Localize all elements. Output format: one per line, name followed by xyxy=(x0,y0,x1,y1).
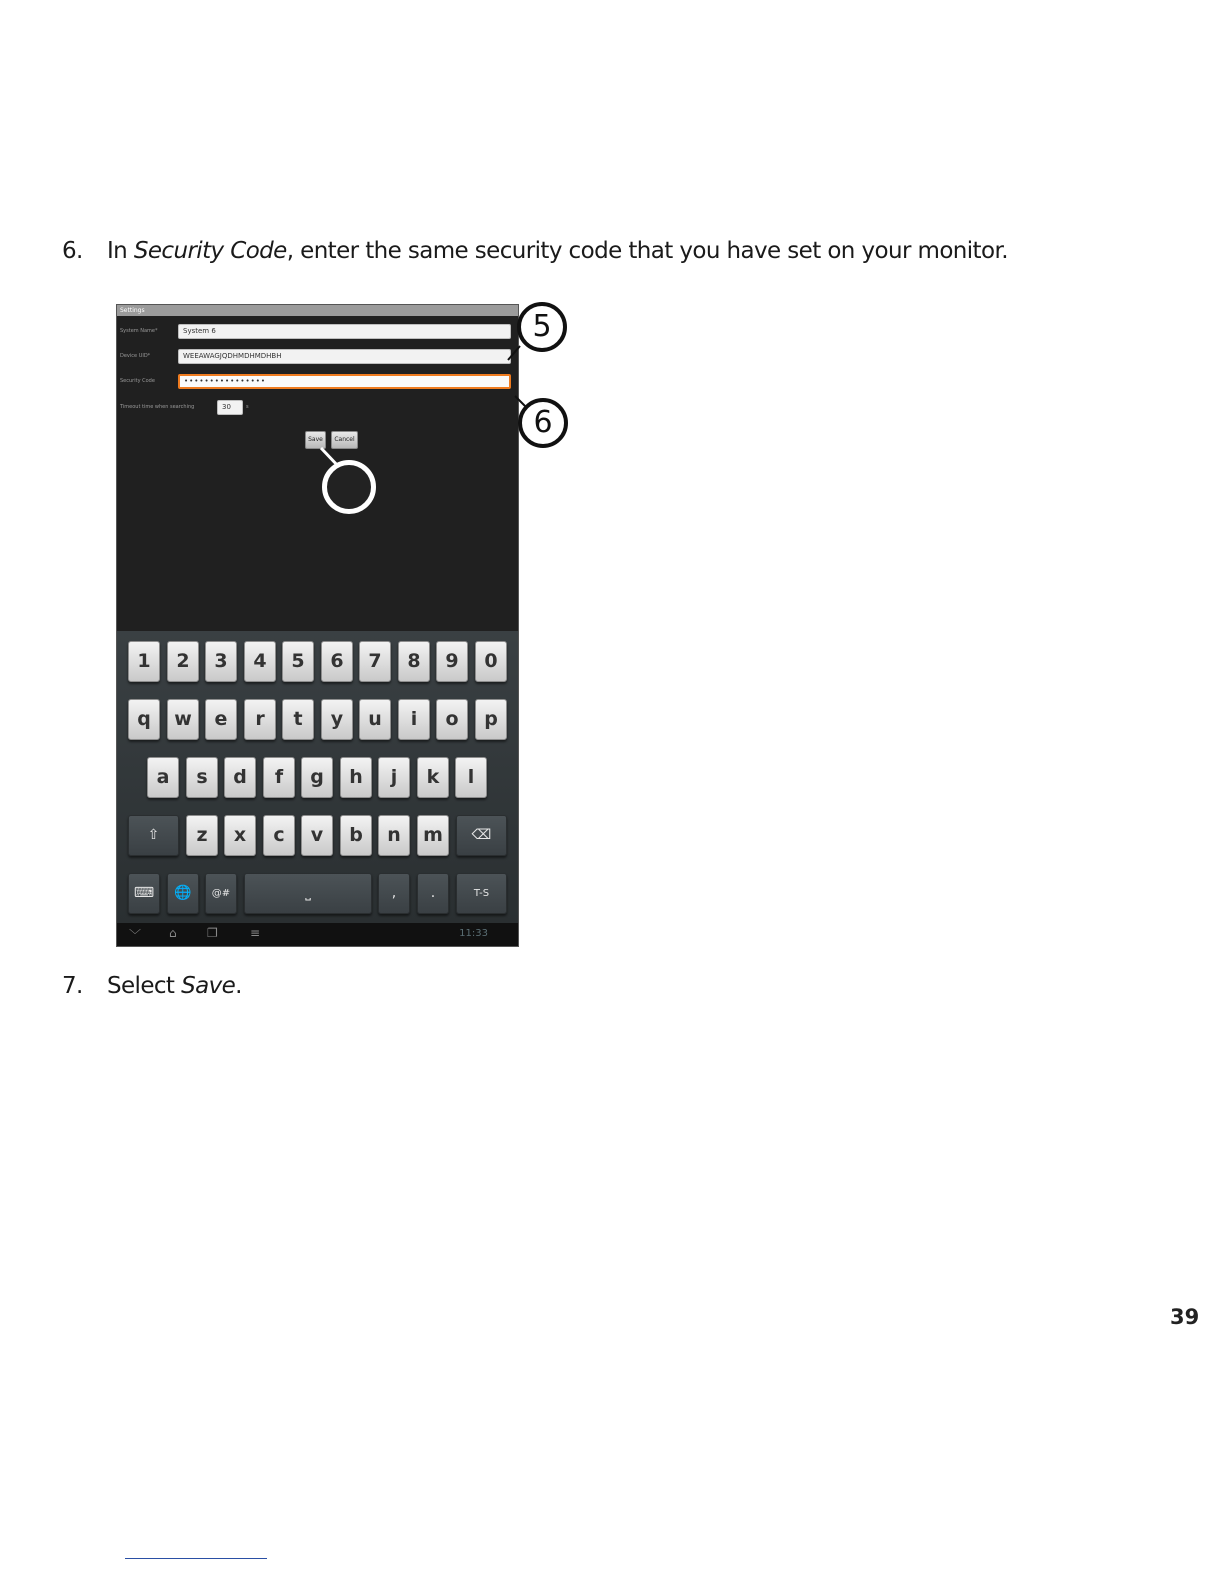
key-2[interactable]: 2 xyxy=(167,641,199,682)
device-uid-input[interactable]: WEEAWAGJQDHMDHMDHBH xyxy=(178,349,511,364)
period-key[interactable]: . xyxy=(417,873,449,914)
footer-rule xyxy=(125,1558,267,1559)
home-icon[interactable]: ⌂ xyxy=(169,926,177,940)
step-text-prefix: Select xyxy=(107,973,182,999)
key-i[interactable]: i xyxy=(398,699,430,740)
key-1[interactable]: 1 xyxy=(128,641,160,682)
key-d[interactable]: d xyxy=(224,757,256,798)
key-g[interactable]: g xyxy=(301,757,333,798)
key-c[interactable]: c xyxy=(263,815,295,856)
timeout-input[interactable]: 30 xyxy=(217,400,243,415)
key-0[interactable]: 0 xyxy=(475,641,507,682)
key-j[interactable]: j xyxy=(378,757,410,798)
key-s[interactable]: s xyxy=(186,757,218,798)
security-code-label: Security Code xyxy=(120,378,155,384)
on-screen-keyboard xyxy=(117,631,518,923)
key-t[interactable]: t xyxy=(282,699,314,740)
key-y[interactable]: y xyxy=(321,699,353,740)
key-6[interactable]: 6 xyxy=(321,641,353,682)
settings-title: Settings xyxy=(117,305,518,316)
key-a[interactable]: a xyxy=(147,757,179,798)
globe-icon[interactable]: 🌐 xyxy=(167,873,199,914)
system-navbar xyxy=(117,923,518,946)
step-text-emphasis: Security Code xyxy=(133,238,287,264)
key-z[interactable]: z xyxy=(186,815,218,856)
key-f[interactable]: f xyxy=(263,757,295,798)
key-r[interactable]: r xyxy=(244,699,276,740)
key-p[interactable]: p xyxy=(475,699,507,740)
step-text-suffix: . xyxy=(235,973,242,999)
step-text xyxy=(107,972,242,1000)
back-icon[interactable]: ﹀ xyxy=(129,928,142,942)
callout-connectors xyxy=(0,0,1224,600)
shift-key[interactable]: ⇧ xyxy=(128,815,179,856)
key-4[interactable]: 4 xyxy=(244,641,276,682)
key-o[interactable]: o xyxy=(436,699,468,740)
system-name-input[interactable]: System 6 xyxy=(178,324,511,339)
key-v[interactable]: v xyxy=(301,815,333,856)
status-clock: 11:33 xyxy=(459,928,488,939)
backspace-key[interactable]: ⌫ xyxy=(456,815,507,856)
key-q[interactable]: q xyxy=(128,699,160,740)
key-h[interactable]: h xyxy=(340,757,372,798)
step-number: 7. xyxy=(62,973,83,999)
step-text-prefix: In xyxy=(107,238,134,264)
key-w[interactable]: w xyxy=(167,699,199,740)
page-number: 39 xyxy=(1170,1305,1200,1329)
key-l[interactable]: l xyxy=(455,757,487,798)
key-x[interactable]: x xyxy=(224,815,256,856)
symbols-key[interactable]: @# xyxy=(205,873,237,914)
key-e[interactable]: e xyxy=(205,699,237,740)
language-key[interactable]: T-S xyxy=(456,873,507,914)
key-7[interactable]: 7 xyxy=(359,641,391,682)
step-text-suffix: , enter the same security code that you have set on your monitor. xyxy=(286,238,1008,264)
recent-apps-icon[interactable]: ❐ xyxy=(207,926,218,940)
callout-5: 5 xyxy=(517,302,567,352)
key-5[interactable]: 5 xyxy=(282,641,314,682)
callout-6: 6 xyxy=(518,398,568,448)
comma-key[interactable]: , xyxy=(378,873,410,914)
space-key[interactable]: ⎵ xyxy=(244,873,372,914)
key-n[interactable]: n xyxy=(378,815,410,856)
step-7-instruction xyxy=(62,972,462,1002)
device-uid-label: Device UID* xyxy=(120,353,151,359)
key-3[interactable]: 3 xyxy=(205,641,237,682)
keyboard-icon[interactable]: ⌨ xyxy=(128,873,160,914)
security-code-input[interactable]: •••••••••••••••• xyxy=(178,374,511,389)
key-8[interactable]: 8 xyxy=(398,641,430,682)
step-number: 6. xyxy=(62,238,83,264)
key-k[interactable]: k xyxy=(417,757,449,798)
timeout-unit: s xyxy=(246,404,249,410)
timeout-label: Timeout time when searching xyxy=(120,404,195,410)
key-u[interactable]: u xyxy=(359,699,391,740)
menu-icon[interactable]: ≡ xyxy=(250,926,261,940)
step-text-emphasis: Save xyxy=(181,973,236,999)
key-m[interactable]: m xyxy=(417,815,449,856)
key-9[interactable]: 9 xyxy=(436,641,468,682)
save-button[interactable]: Save xyxy=(305,431,326,449)
key-b[interactable]: b xyxy=(340,815,372,856)
system-name-label: System Name* xyxy=(120,328,158,334)
cancel-button[interactable]: Cancel xyxy=(331,431,358,449)
